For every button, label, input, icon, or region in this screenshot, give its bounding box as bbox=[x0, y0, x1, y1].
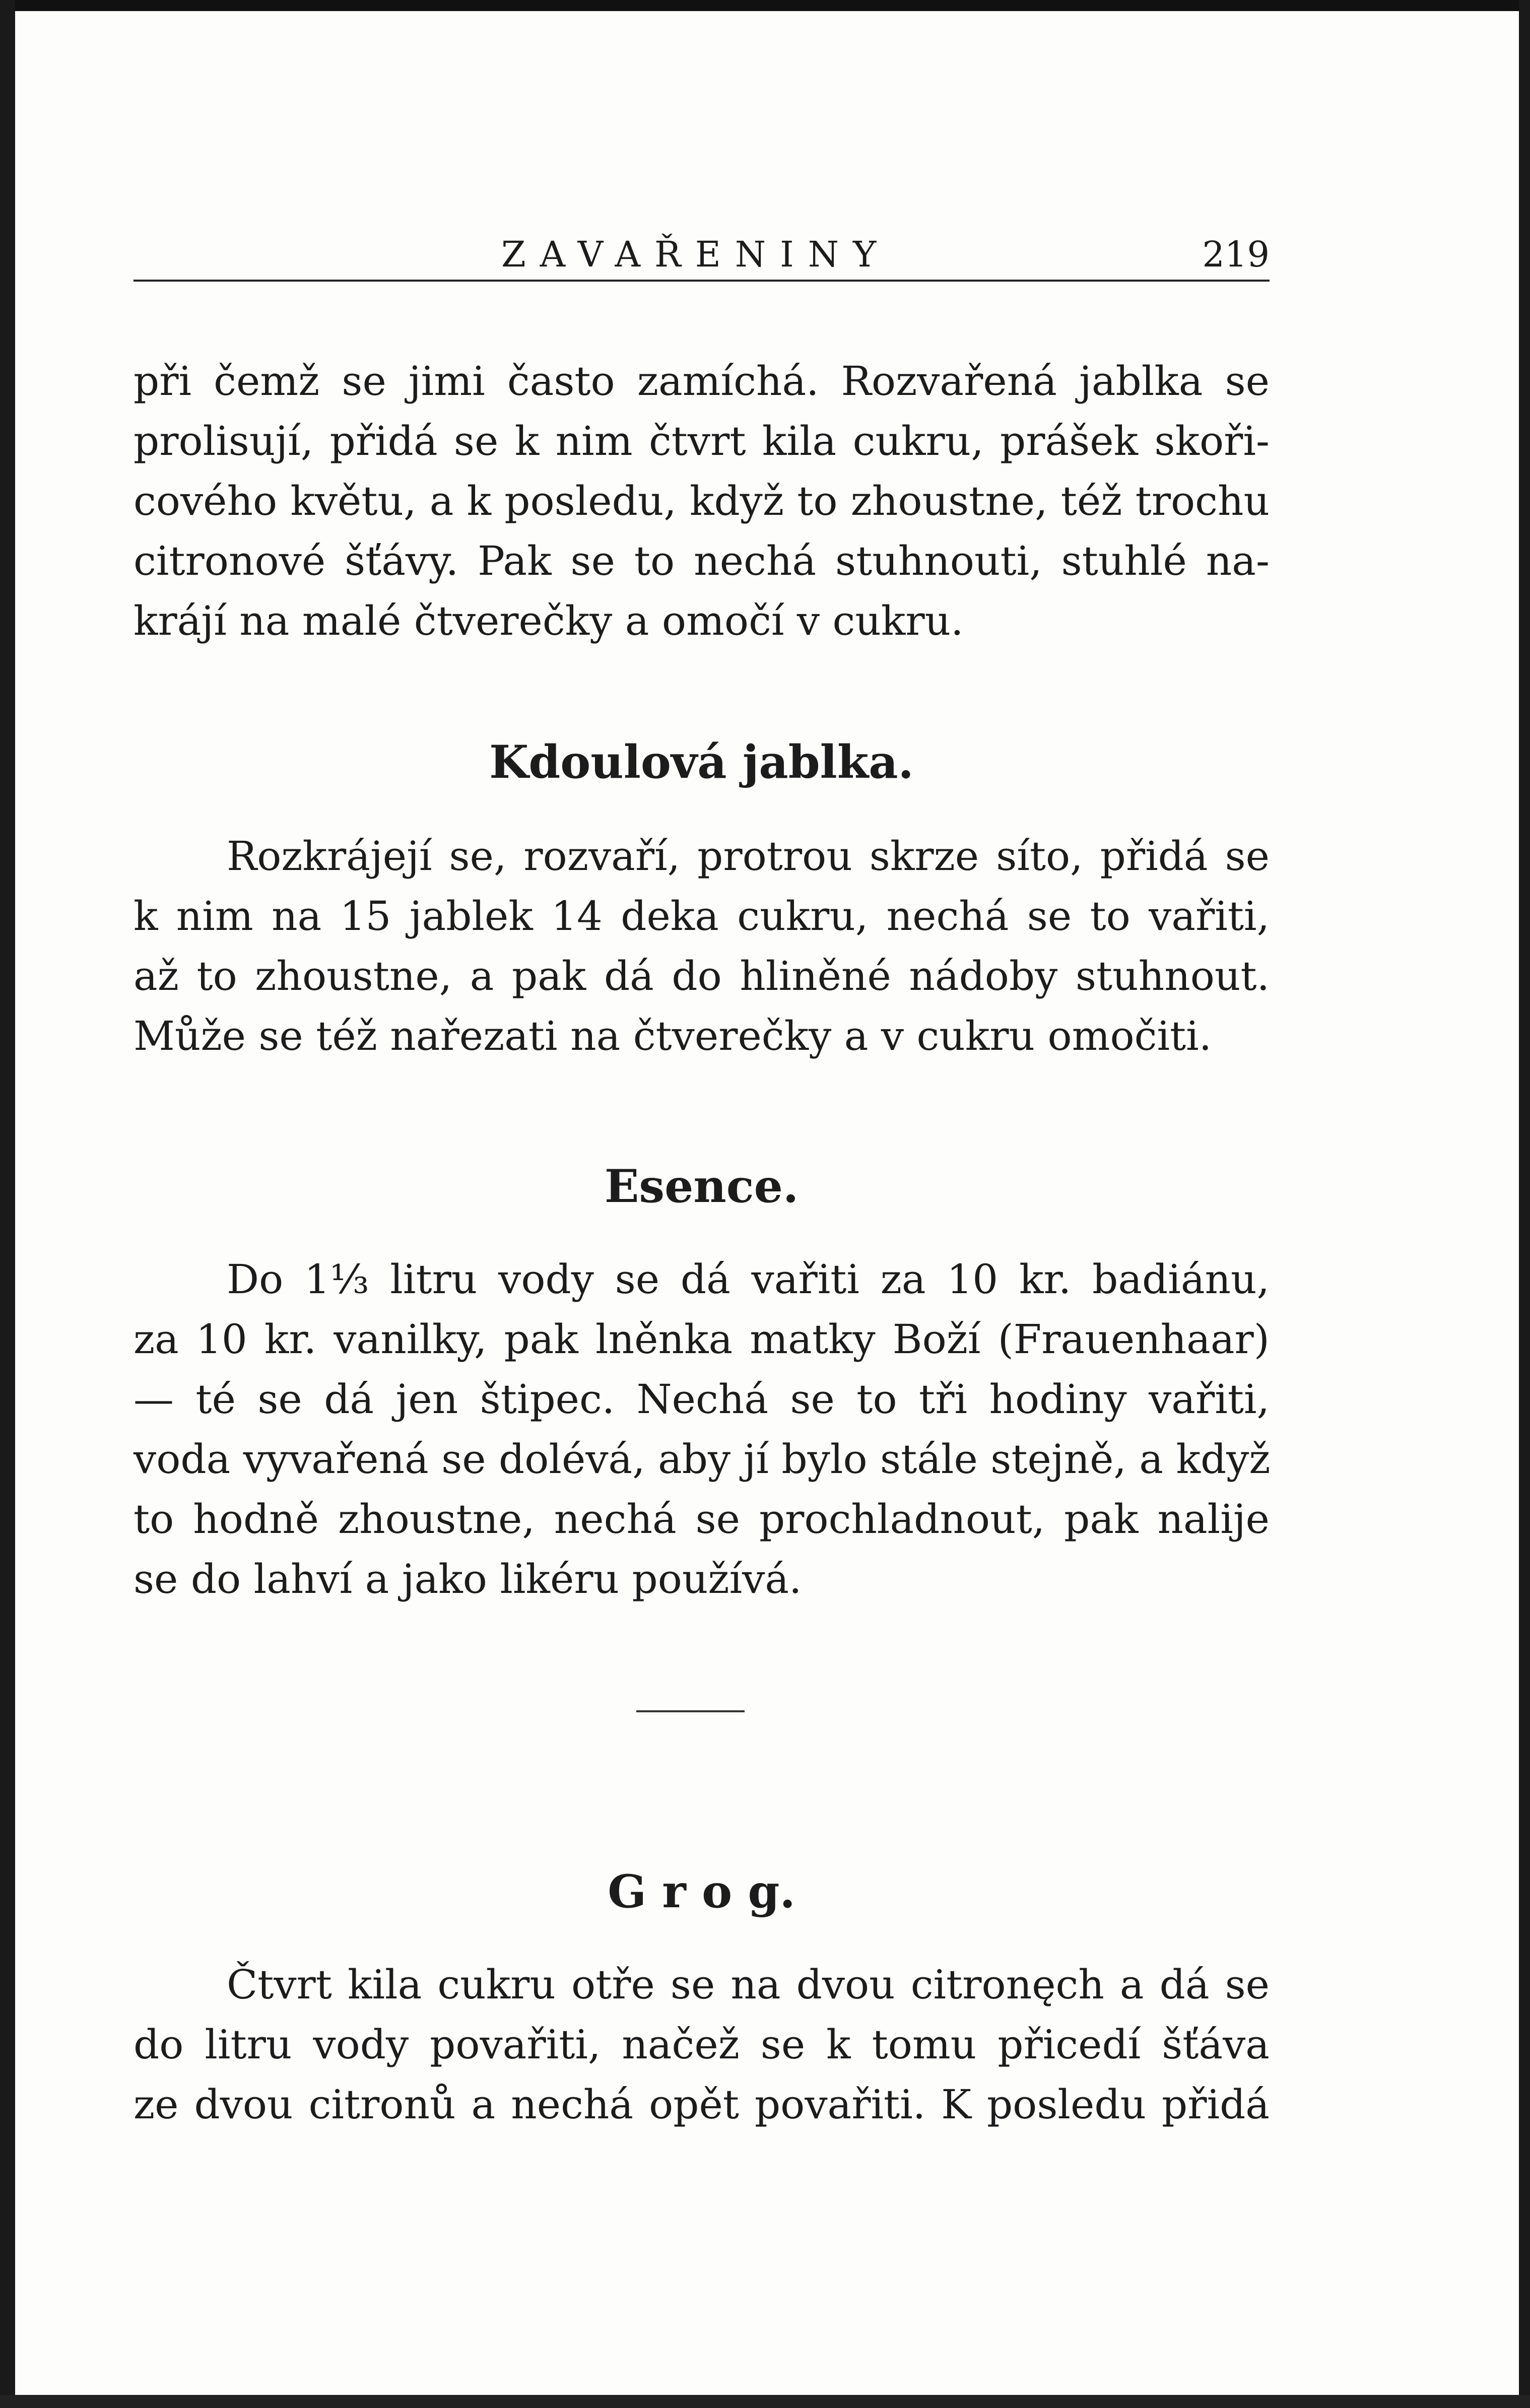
text-line: voda vyvařená se dolévá, aby jí bylo stále stejně, a když bbox=[134, 1436, 1271, 1483]
text-line: krájí na malé čtverečky a omočí v cukru. bbox=[134, 597, 964, 644]
text-line: Čtvrt kila cukru otře se na dvou citronęch a dá se bbox=[227, 1961, 1270, 2008]
section-divider bbox=[636, 1710, 745, 1712]
text-line: — té se dá jen štipec. Nechá se to tři hodiny vařiti, bbox=[134, 1376, 1270, 1423]
text-line: prolisují, přidá se k nim čtvrt kila cukru, prášek skoři- bbox=[134, 418, 1270, 464]
paragraph-grog bbox=[134, 1955, 1270, 2134]
section-heading-kdoulova: Kdoulová jablka. bbox=[489, 735, 914, 789]
text-line: do litru vody povařiti, načež se k tomu přicedí šťáva bbox=[134, 2021, 1270, 2068]
running-header bbox=[134, 229, 1270, 282]
text-line: Do 1⅓ litru vody se dá vařiti za 10 kr. badiánu, bbox=[227, 1256, 1270, 1303]
text-line: to hodně zhoustne, nechá se prochladnout, pak nalije bbox=[134, 1496, 1270, 1543]
text-line: k nim na 15 jablek 14 deka cukru, nechá se to vařiti, bbox=[134, 893, 1270, 940]
text-line: cového květu, a k posledu, když to zhoustne, též trochu bbox=[134, 478, 1270, 524]
page-number: 219 bbox=[1202, 234, 1270, 275]
paragraph-kdoulova bbox=[134, 826, 1270, 1066]
text-line: se do lahví a jako likéru používá. bbox=[134, 1556, 802, 1602]
scan-edge-right bbox=[1519, 0, 1530, 2408]
section-heading-esence: Esence. bbox=[604, 1160, 799, 1213]
text-line: Rozkrájejí se, rozvaří, protrou skrze síto, přidá se bbox=[227, 833, 1270, 880]
scan-edge-bottom bbox=[0, 2395, 1530, 2408]
text-line: citronové šťávy. Pak se to nechá stuhnouti, stuhlé na- bbox=[134, 538, 1270, 584]
paragraph-intro bbox=[134, 351, 1270, 651]
text-line: ze dvou citronů a nechá opět povařiti. K posledu přidá bbox=[134, 2081, 1270, 2128]
text-line: při čemž se jimi často zamíchá. Rozvařená jablka se bbox=[134, 358, 1270, 405]
text-line: za 10 kr. vanilky, pak lněnka matky Boží (Frauenhaar) bbox=[134, 1316, 1270, 1363]
text-line: Může se též nařezati na čtverečky a v cukru omočiti. bbox=[134, 1013, 1212, 1059]
scan-edge-top bbox=[0, 0, 1530, 11]
scan-edge-left bbox=[0, 0, 15, 2408]
paragraph-esence bbox=[134, 1249, 1270, 1609]
running-title: ZAVAŘENINY bbox=[501, 234, 891, 275]
text-line: až to zhoustne, a pak dá do hliněné nádoby stuhnout. bbox=[134, 953, 1270, 999]
section-heading-grog: G r o g. bbox=[608, 1865, 795, 1918]
